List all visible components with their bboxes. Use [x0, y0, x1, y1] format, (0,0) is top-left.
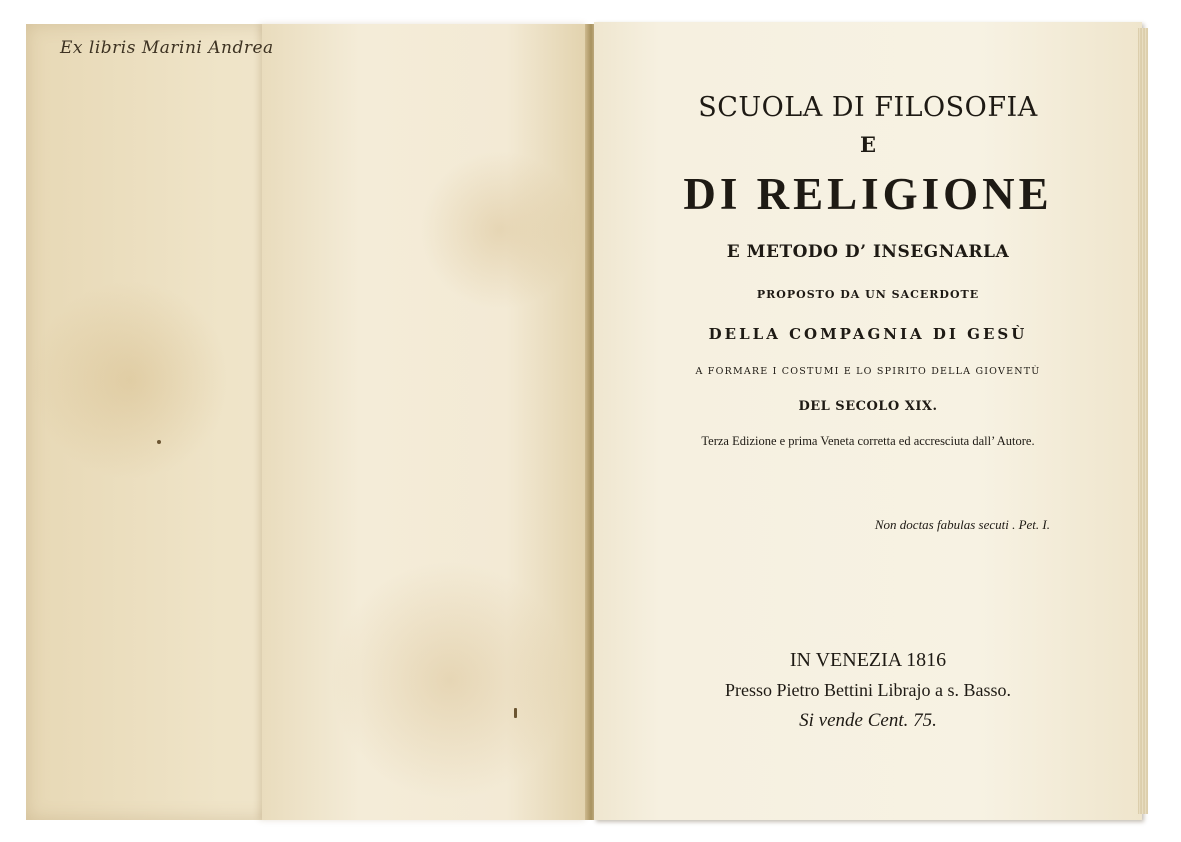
main-title: DI RELIGIONE: [683, 169, 1053, 219]
title-line-2: E: [859, 132, 876, 157]
paper-stain: [30, 280, 230, 480]
century-line: DEL SECOLO XIX.: [798, 399, 938, 414]
subtitle: E METODO D’ INSEGNARLA: [726, 242, 1010, 262]
title-page: [594, 22, 1142, 820]
society-line: DELLA COMPAGNIA DI GESÙ: [708, 325, 1028, 343]
purpose-line: A FORMARE I COSTUMI E LO SPIRITO DELLA GIOVENTÙ: [695, 366, 1041, 377]
imprint-city: IN VENEZIA 1816: [789, 649, 947, 671]
price-line: Si vende Cent. 75.: [799, 710, 937, 731]
edition-statement: Terza Edizione e prima Veneta corretta ed accresciuta dall’ Autore.: [701, 434, 1035, 448]
ink-spot: [157, 440, 161, 444]
ink-spot: [514, 708, 517, 718]
paper-stain: [330, 560, 570, 800]
ownership-inscription: Ex libris Marini Andrea: [60, 38, 274, 58]
epigraph: Non doctas fabulas secuti . Pet. I.: [874, 517, 1050, 532]
title-line-1: SCUOLA DI FILOSOFIA: [698, 92, 1038, 123]
imprint-publisher: Presso Pietro Bettini Librajo a s. Basso.: [725, 680, 1011, 700]
author-line: PROPOSTO DA UN SACERDOTE: [756, 288, 980, 301]
paper-stain: [420, 150, 580, 310]
page-edges: [1138, 28, 1148, 814]
